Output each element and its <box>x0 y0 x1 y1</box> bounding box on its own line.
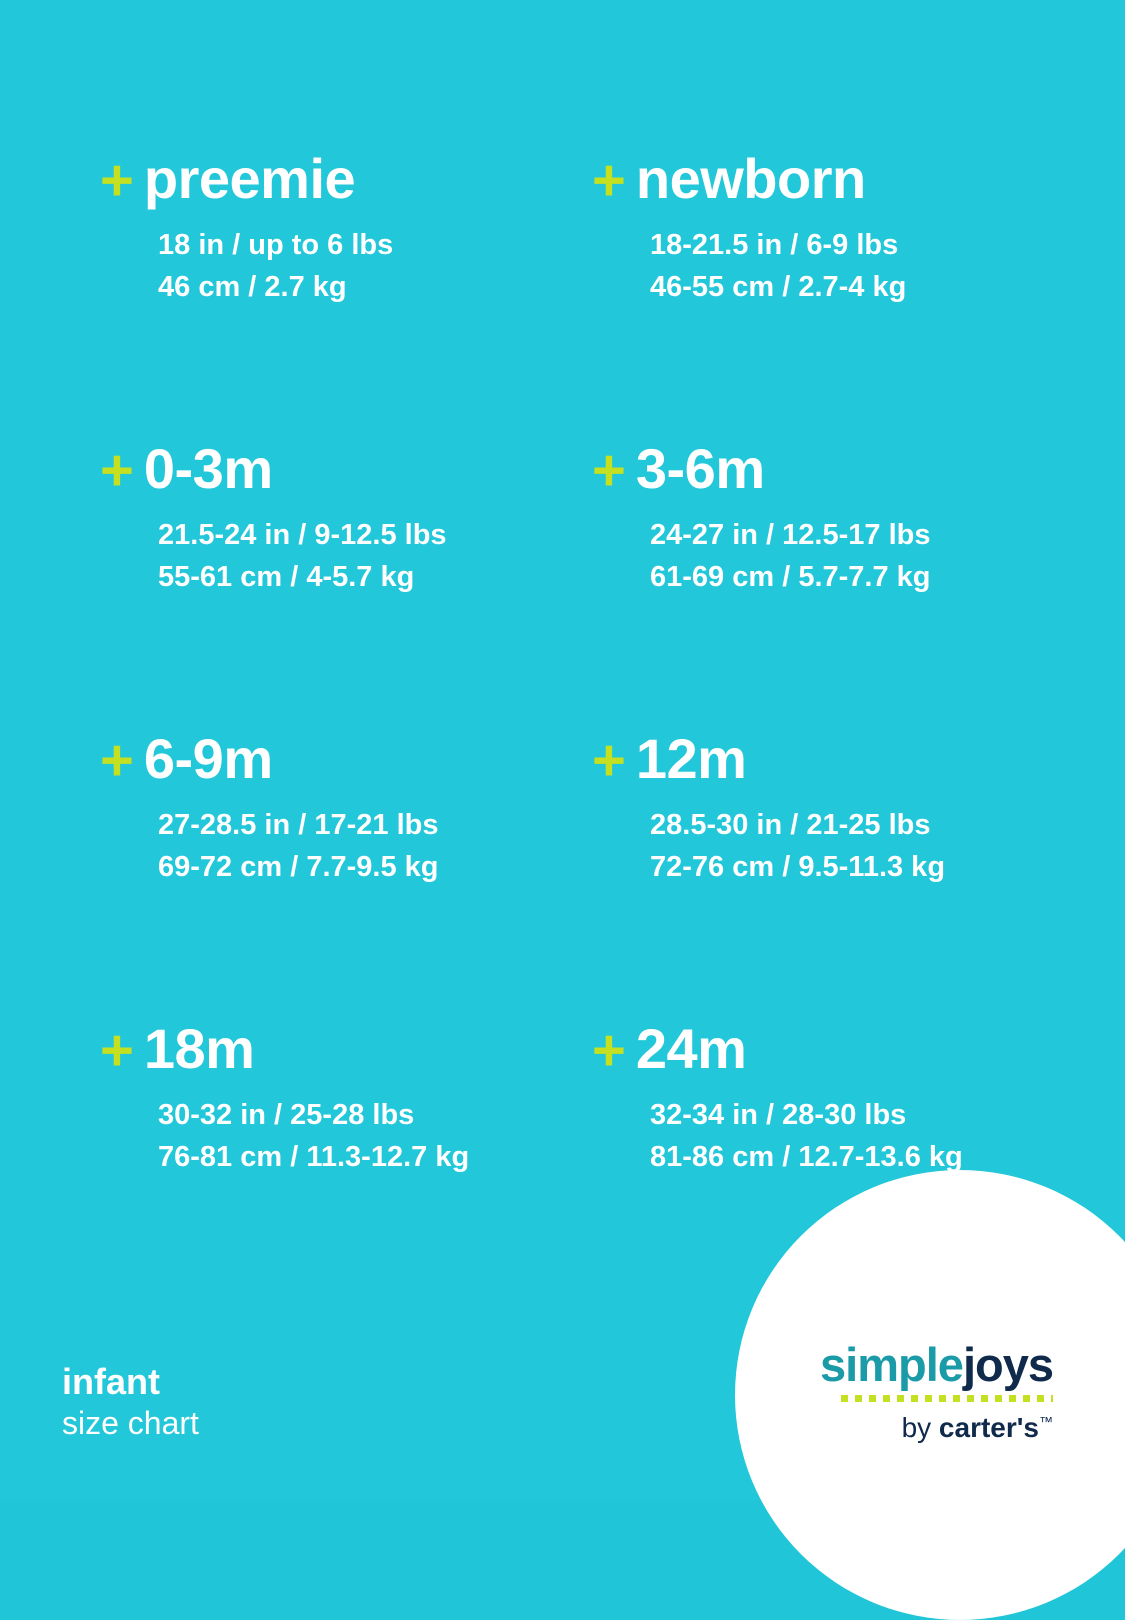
size-heading <box>592 1017 1060 1083</box>
size-metric: 61-69 cm / 5.7-7.7 kg <box>650 561 931 594</box>
size-name: 0-3m <box>143 437 273 500</box>
plus-icon: + <box>592 728 624 793</box>
size-name: 18m <box>143 1017 255 1080</box>
size-metric: 55-61 cm / 4-5.7 kg <box>158 561 415 594</box>
size-grid <box>100 147 1060 1250</box>
size-entry-preemie <box>100 147 592 440</box>
plus-icon: + <box>592 1018 624 1083</box>
size-metric: 81-86 cm / 12.7-13.6 kg <box>650 1141 963 1174</box>
chart-caption-title: infant <box>62 1361 160 1403</box>
brand-carters-text: carter's <box>938 1412 1039 1443</box>
plus-icon: + <box>100 148 132 213</box>
size-metric: 69-72 cm / 7.7-9.5 kg <box>158 851 439 884</box>
plus-icon: + <box>100 728 132 793</box>
size-entry-0-3m <box>100 437 592 730</box>
size-entry-18m <box>100 1017 592 1250</box>
size-name: 6-9m <box>143 727 273 790</box>
brand-dots-decoration <box>841 1395 1053 1402</box>
size-imperial: 18 in / up to 6 lbs <box>158 229 394 261</box>
size-metric: 46 cm / 2.7 kg <box>158 271 347 304</box>
brand-wordmark <box>723 1338 1053 1402</box>
chart-caption-subtitle: size chart <box>62 1404 199 1441</box>
plus-icon: + <box>100 438 132 503</box>
size-metric: 76-81 cm / 11.3-12.7 kg <box>158 1141 470 1174</box>
size-heading <box>100 147 592 213</box>
size-imperial: 30-32 in / 25-28 lbs <box>158 1099 415 1131</box>
size-name: 3-6m <box>635 437 765 500</box>
size-metric: 72-76 cm / 9.5-11.3 kg <box>650 851 946 884</box>
size-imperial: 21.5-24 in / 9-12.5 lbs <box>158 519 447 551</box>
size-name: preemie <box>143 147 356 210</box>
size-imperial: 28.5-30 in / 21-25 lbs <box>650 809 931 841</box>
brand-by-text: by <box>901 1412 939 1443</box>
size-heading <box>592 147 1060 213</box>
size-heading <box>592 727 1060 793</box>
trademark-icon: ™ <box>1039 1413 1053 1430</box>
brand-byline <box>723 1412 1053 1444</box>
brand-logo <box>723 1338 1053 1444</box>
size-metric: 46-55 cm / 2.7-4 kg <box>650 271 907 304</box>
size-imperial: 27-28.5 in / 17-21 lbs <box>158 809 439 841</box>
plus-icon: + <box>592 148 624 213</box>
size-entry-newborn <box>592 147 1060 440</box>
size-imperial: 18-21.5 in / 6-9 lbs <box>650 229 899 261</box>
size-entry-12m <box>592 727 1060 1020</box>
plus-icon: + <box>100 1018 132 1083</box>
size-name: newborn <box>635 147 866 210</box>
brand-simple-text: simple <box>820 1338 963 1391</box>
size-entry-3-6m <box>592 437 1060 730</box>
size-imperial: 32-34 in / 28-30 lbs <box>650 1099 907 1131</box>
size-heading <box>100 727 592 793</box>
brand-joys-text: joys <box>962 1338 1053 1391</box>
size-heading <box>100 1017 592 1083</box>
size-entry-6-9m <box>100 727 592 1020</box>
size-name: 12m <box>635 727 747 790</box>
size-imperial: 24-27 in / 12.5-17 lbs <box>650 519 931 551</box>
plus-icon: + <box>592 438 624 503</box>
size-heading <box>592 437 1060 503</box>
size-heading <box>100 437 592 503</box>
chart-caption <box>62 1362 199 1442</box>
size-name: 24m <box>635 1017 747 1080</box>
